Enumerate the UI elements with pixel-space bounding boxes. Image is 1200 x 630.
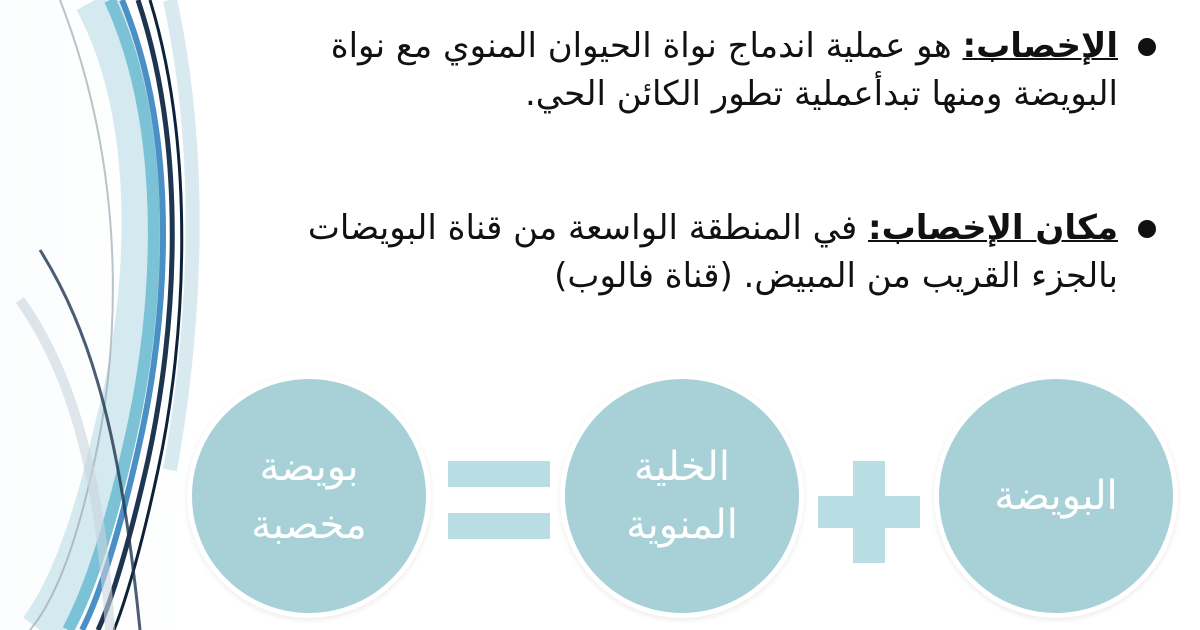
- bullet-list: [280, 22, 1160, 300]
- bullet-dot-icon: [1138, 220, 1156, 238]
- term-fertilization-location: مكان الإخصاب:: [868, 208, 1118, 248]
- circle-egg-label: البويضة: [994, 473, 1118, 519]
- definition-text: هو عملية اندماج نواة الحيوان المنوي مع نواة البويضة ومنها تبدأعملية تطور الكائن الحي.: [330, 26, 1118, 114]
- bullet-dot-icon: [1138, 38, 1156, 56]
- term-fertilization: الإخصاب:: [962, 26, 1118, 66]
- location-text: في المنطقة الواسعة من قناة البويضات بالجزء القريب من المبيض. (قناة فالوب): [307, 208, 1118, 296]
- bullet-fertilization-location: [280, 204, 1160, 300]
- circle-sperm-line-1: الخلية: [634, 444, 730, 490]
- circle-sperm-cell: [560, 374, 804, 618]
- bullet-fertilization-definition: [280, 22, 1160, 118]
- circle-result-line-2: مخصبة: [251, 502, 367, 548]
- circle-fertilized-egg: [187, 374, 431, 618]
- equals-icon: [448, 461, 550, 541]
- plus-icon: [818, 461, 920, 563]
- circle-result-line-1: بويضة: [259, 444, 359, 490]
- circle-sperm-line-2: المنوية: [626, 502, 738, 548]
- circle-egg: [934, 374, 1178, 618]
